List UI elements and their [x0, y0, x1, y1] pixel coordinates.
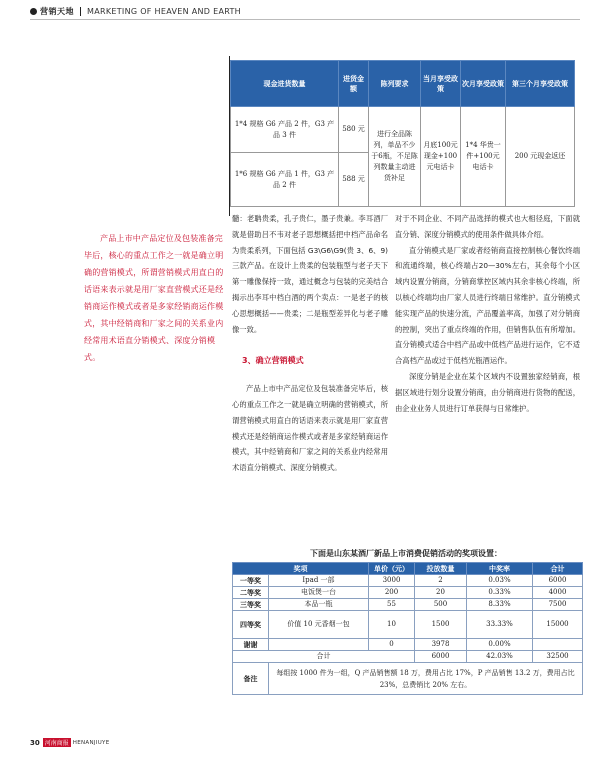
- cell-m3: 200 元现金返还: [506, 107, 575, 207]
- cell-qty: 1500: [415, 611, 467, 639]
- cell-rate: 33.33%: [467, 611, 533, 639]
- column-rule: [229, 56, 230, 216]
- cell-total: 6000: [533, 575, 583, 587]
- cell-amount: 588 元: [339, 153, 369, 207]
- th-total: 合计: [533, 563, 583, 575]
- cell-sum-total: 32500: [533, 651, 583, 663]
- cell-price: 0: [369, 639, 415, 651]
- th-m3: 第三个月享受政策: [506, 61, 575, 107]
- th-amount: 进货金额: [339, 61, 369, 107]
- table-sum-row: [233, 651, 583, 663]
- th-price: 单价（元）: [369, 563, 415, 575]
- cell-item: 价值 10 元香烟一包: [269, 611, 369, 639]
- publication-brand: HENANJIUYE: [72, 739, 110, 746]
- cell-qty: 1*4 规格 G6 产品 2 件，G3 产品 3 件: [231, 107, 339, 153]
- cell-rate: 0.03%: [467, 575, 533, 587]
- table-row: [233, 599, 583, 611]
- cell-sum-rate: 42.03%: [467, 651, 533, 663]
- cell-sum-label: 合计: [233, 651, 415, 663]
- cell-qty: 20: [415, 587, 467, 599]
- section-english-title: MARKETING OF HEAVEN AND EARTH: [87, 7, 242, 16]
- policy-table-container: [230, 60, 574, 208]
- prize-table-container: [232, 562, 582, 695]
- text-column-2: [395, 211, 580, 416]
- cell-total: 7500: [533, 599, 583, 611]
- paragraph: 直分销模式是厂家或者经销商直接控制核心餐饮终端和流通终端，核心终端占20—30%左右，其余每个小区域内设置分销商，分销商掌控区域内其余非核心终端，所以核心终端均由厂家人员进行终端日常维护。直分销模式能实现产品的快速分流，产品覆盖率高，加强了对分销商的控制，突出了重点终端的作用，但销售队伍有所增加。直分销模式适合中档产品或中低档产品进行运作，它不适合高档产品或过于低档光瓶酒运作。: [395, 245, 580, 366]
- cell-level: 四等奖: [233, 611, 269, 639]
- publication-tag: 河南商报: [44, 740, 69, 747]
- cell-item: 电饭煲一台: [269, 587, 369, 599]
- section-bullet-icon: [30, 8, 37, 15]
- page-footer: [30, 738, 109, 747]
- table-row: [233, 587, 583, 599]
- cell-price: 3000: [369, 575, 415, 587]
- policy-table: [230, 60, 575, 207]
- section-heading: 3、确立营销模式: [242, 356, 304, 366]
- cell-level: 一等奖: [233, 575, 269, 587]
- cell-qty: 3978: [415, 639, 467, 651]
- th-m1: 当月享受政策: [421, 61, 461, 107]
- section-title: 营销天地: [40, 7, 74, 16]
- table-row: [231, 107, 575, 153]
- cell-total: 15000: [533, 611, 583, 639]
- header-divider: [80, 7, 81, 16]
- cell-total: [533, 639, 583, 651]
- th-qty: 现金进货数量: [231, 61, 339, 107]
- cell-m2: 1*4 华贵一件+100元电话卡: [461, 107, 506, 207]
- text-column-1: [232, 211, 388, 476]
- th-qty: 投放数量: [415, 563, 467, 575]
- cell-item: 本品一瓶: [269, 599, 369, 611]
- cell-display: 进行全品陈列，单品不少于6瓶，不足陈列数量主动进货补足: [369, 107, 421, 207]
- cell-amount: 580 元: [339, 107, 369, 153]
- cell-rate: 0.33%: [467, 587, 533, 599]
- th-m2: 次月享受政策: [461, 61, 506, 107]
- cell-level: 二等奖: [233, 587, 269, 599]
- prize-table-header: [233, 563, 583, 575]
- th-display: 陈列要求: [369, 61, 421, 107]
- prize-table: [232, 562, 583, 695]
- table-row: [233, 639, 583, 651]
- cell-price: 10: [369, 611, 415, 639]
- table-row: [233, 575, 583, 587]
- cell-rate: 8.33%: [467, 599, 533, 611]
- cell-level: 三等奖: [233, 599, 269, 611]
- page-number: 30: [30, 738, 40, 747]
- paragraph: 对于不同企业、不同产品选择的模式也大相径庭，下面就直分销、深度分销模式的使用条件做具体介绍。: [395, 214, 580, 239]
- cell-note-label: 备注: [233, 663, 269, 695]
- page-header: [30, 6, 241, 17]
- header-rule: [30, 19, 580, 20]
- cell-total: 4000: [533, 587, 583, 599]
- cell-qty: 1*6 规格 G6 产品 1 件，G3 产品 2 件: [231, 153, 339, 207]
- cell-m1: 月底100元现金+100元电话卡: [421, 107, 461, 207]
- table-note-row: [233, 663, 583, 695]
- th-rate: 中奖率: [467, 563, 533, 575]
- cell-level: 谢谢: [233, 639, 269, 651]
- cell-qty: 2: [415, 575, 467, 587]
- cell-rate: 0.00%: [467, 639, 533, 651]
- cell-sum-qty: 6000: [415, 651, 467, 663]
- cell-price: 55: [369, 599, 415, 611]
- policy-table-header: [231, 61, 575, 107]
- cell-note: 每组按 1000 件为一组，Q 产品销售额 18 万，费用占比 17%，P 产品销售 13.2 万，费用占比 23%，总费销比 20% 左右。: [269, 663, 583, 695]
- paragraph: 产品上市中产品定位及包装准备完毕后，核心的重点工作之一就是确立明确的营销模式，所谓营销模式用直白的话语来表示就是用厂家直营模式还是经销商运作模式或者是多家经销商运作模式，其中经销商和厂家之间的关系业内经常用术语直分销模式、深度分销模式。: [232, 384, 388, 473]
- paragraph: 深度分销是企业在某个区域内不设置独家经销商，根据区域进行划分设置分销商，由分销商进行货物的配送，由企业业务人员进行订单获得与日常维护。: [395, 371, 580, 413]
- table-row: [233, 611, 583, 639]
- cell-item: [269, 639, 369, 651]
- paragraph: 髓：老聃贵柔，孔子贵仁，墨子贵兼。李耳酒厂就是借助吕不韦对老子思想概括把中档产品命名为贵柔系列，下面包括 G3\G6\G9(贵 3、6、9) 三款产品。在设计上贵柔的包装瓶型与老子天下第一雕像保持一致，通过概念与包装的完美结合揭示出李耳中档白酒的两个卖点：一是老子的核心思想概括——贵柔；二是瓶型差异化与老子雕像一致。: [232, 214, 388, 334]
- th-prize: 奖项: [233, 563, 369, 575]
- prize-table-title: 下面是山东某酒厂新品上市消费促销活动的奖项设置：: [310, 549, 502, 558]
- cell-price: 200: [369, 587, 415, 599]
- pull-quote: 产品上市中产品定位及包装准备完毕后，核心的重点工作之一就是确立明确的营销模式，所谓营销模式用直白的话语来表示就是用厂家直营模式还是经销商运作模式或者是多家经销商运作模式，其中经销商和厂家之间的关系业内经常用术语直分销模式、深度分销模式。: [84, 234, 224, 362]
- cell-item: Ipad 一部: [269, 575, 369, 587]
- cell-qty: 500: [415, 599, 467, 611]
